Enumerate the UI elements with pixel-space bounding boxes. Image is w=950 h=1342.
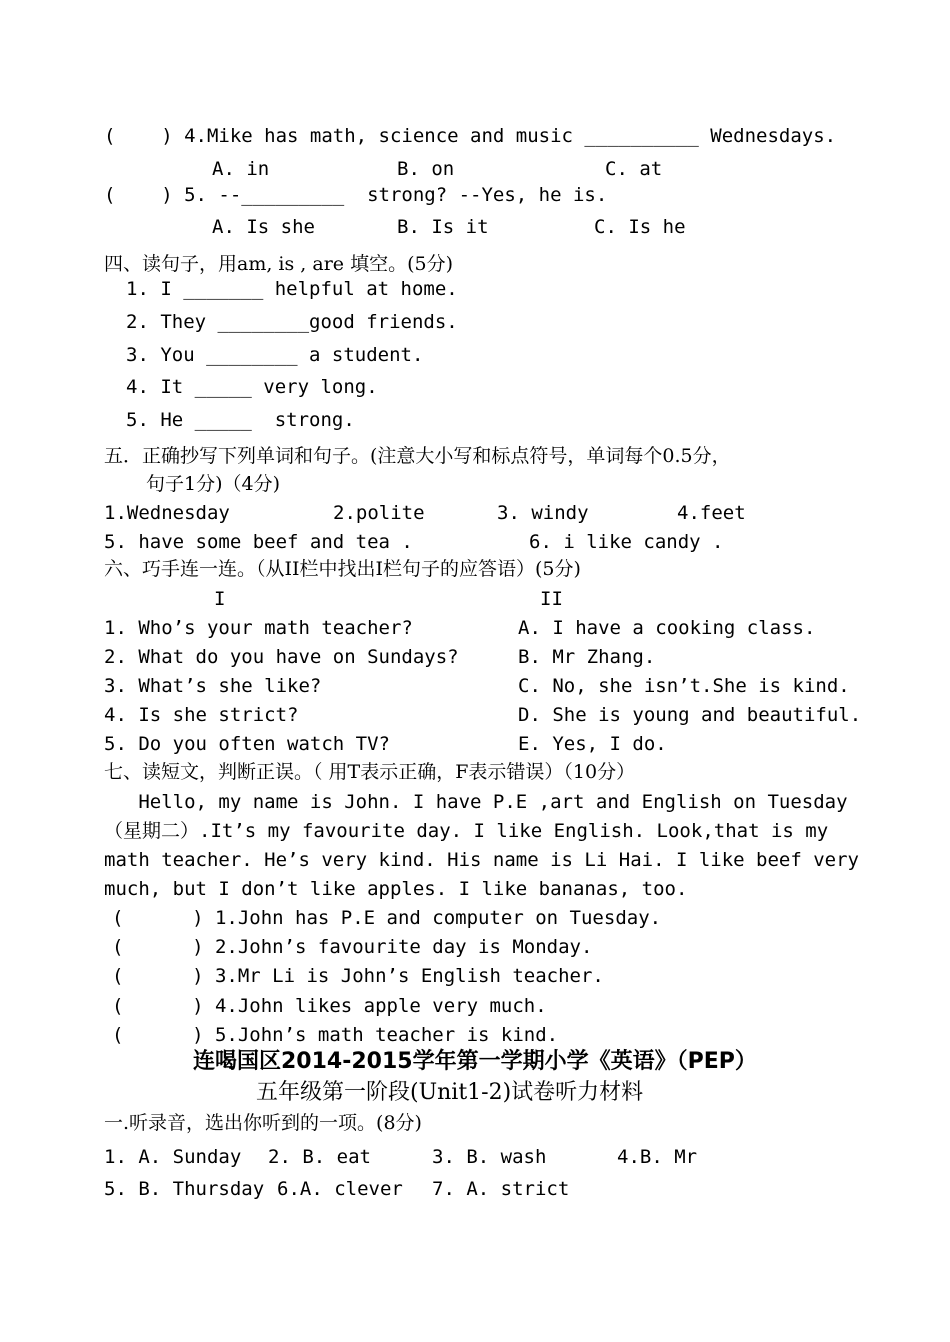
- q7-passage-line-3: math teacher. He’s very kind. His name is Li Hai. I like beef very: [104, 849, 859, 871]
- listening-heading: 一.听录音，选出你听到的一项。(8分): [104, 1112, 422, 1134]
- q4-item-4: 4. It _____ very long.: [126, 376, 378, 398]
- q5-word-2: 2.polite: [333, 502, 425, 524]
- q5-sentence-5: 5. have some beef and tea .: [104, 531, 413, 553]
- q7-item-1: ( ) 1.John has P.E and computer on Tuesday.: [112, 907, 662, 929]
- q6-right-item-d: D. She is young and beautiful.: [518, 704, 862, 726]
- q5-heading-line2: 句子1分)（4分): [146, 473, 281, 495]
- q7-passage-line-2: （星期二）.It’s my favourite day. I like English. Look,that is my: [104, 820, 829, 842]
- q4-item-5: 5. He _____ strong.: [126, 409, 355, 431]
- q6-heading: 六、巧手连一连。（从II栏中找出I栏句子的应答语）(5分): [104, 558, 581, 580]
- q5-word-4: 4.feet: [677, 502, 746, 524]
- q6-right-item-e: E. Yes, I do.: [518, 733, 667, 755]
- q4-item-1: 1. I _______ helpful at home.: [126, 278, 458, 300]
- q4-item-3: 3. You ________ a student.: [126, 344, 424, 366]
- q6-left-item-3: 3. What’s she like?: [104, 675, 322, 697]
- q3-item4-option-b: B. on: [397, 158, 455, 180]
- q3-item5-option-c: C. Is he: [594, 216, 686, 238]
- q7-item-4: ( ) 4.John likes apple very much.: [112, 995, 547, 1017]
- q5-word-1: 1.Wednesday: [104, 502, 230, 524]
- q3-item5-stem: ( ) 5. --_________ strong? --Yes, he is.: [104, 184, 608, 206]
- q6-left-item-4: 4. Is she strict?: [104, 704, 299, 726]
- q5-heading-line1: 五．正确抄写下列单词和句子。(注意大小写和标点符号，单词每个0.5分，: [104, 445, 731, 467]
- q6-column-1-header: I: [214, 588, 226, 610]
- q3-item5-option-a: A. Is she: [212, 216, 315, 238]
- q6-column-2-header: II: [540, 588, 563, 610]
- q7-heading: 七、读短文，判断正误。（ 用T表示正确，F表示错误）（10分）: [104, 761, 636, 783]
- q7-item-3: ( ) 3.Mr Li is John’s English teacher.: [112, 965, 604, 987]
- q3-item4-stem: ( ) 4.Mike has math, science and music __________ Wednesdays.: [104, 125, 837, 147]
- q7-passage-line-1: Hello, my name is John. I have P.E ,art and English on Tuesday: [104, 791, 848, 813]
- q5-sentence-6: 6. i like candy .: [529, 531, 724, 553]
- q3-item4-option-a: A. in: [212, 158, 270, 180]
- q6-left-item-2: 2. What do you have on Sundays?: [104, 646, 459, 668]
- listening-answer-1: 1. A. Sunday: [104, 1146, 242, 1168]
- q6-right-item-b: B. Mr Zhang.: [518, 646, 656, 668]
- q6-right-item-a: A. I have a cooking class.: [518, 617, 816, 639]
- listening-answer-6: 6.A. clever: [277, 1178, 403, 1200]
- listening-answer-7: 7. A. strict: [432, 1178, 570, 1200]
- listening-title: 连喝国区2014-2015学年第一学期小学《英语》（PEP）: [193, 1049, 757, 1074]
- q7-item-2: ( ) 2.John’s favourite day is Monday.: [112, 936, 593, 958]
- q3-item5-option-b: B. Is it: [397, 216, 489, 238]
- q6-left-item-5: 5. Do you often watch TV?: [104, 733, 390, 755]
- listening-subtitle: 五年级第一阶段(Unit1-2)试卷听力材料: [256, 1080, 644, 1105]
- listening-answer-2: 2. B. eat: [268, 1146, 371, 1168]
- q4-heading: 四、读句子，用am, is , are 填空。(5分): [104, 253, 453, 275]
- q6-right-item-c: C. No, she isn’t.She is kind.: [518, 675, 850, 697]
- q7-item-5: ( ) 5.John’s math teacher is kind.: [112, 1024, 559, 1046]
- q3-item4-option-c: C. at: [605, 158, 663, 180]
- q7-passage-line-4: much, but I don’t like apples. I like bananas, too.: [104, 878, 688, 900]
- q6-left-item-1: 1. Who’s your math teacher?: [104, 617, 413, 639]
- q4-item-2: 2. They ________good friends.: [126, 311, 458, 333]
- listening-answer-3: 3. B. wash: [432, 1146, 547, 1168]
- listening-answer-4: 4.B. Mr: [617, 1146, 698, 1168]
- q5-word-3: 3. windy: [497, 502, 589, 524]
- listening-answer-5: 5. B. Thursday: [104, 1178, 265, 1200]
